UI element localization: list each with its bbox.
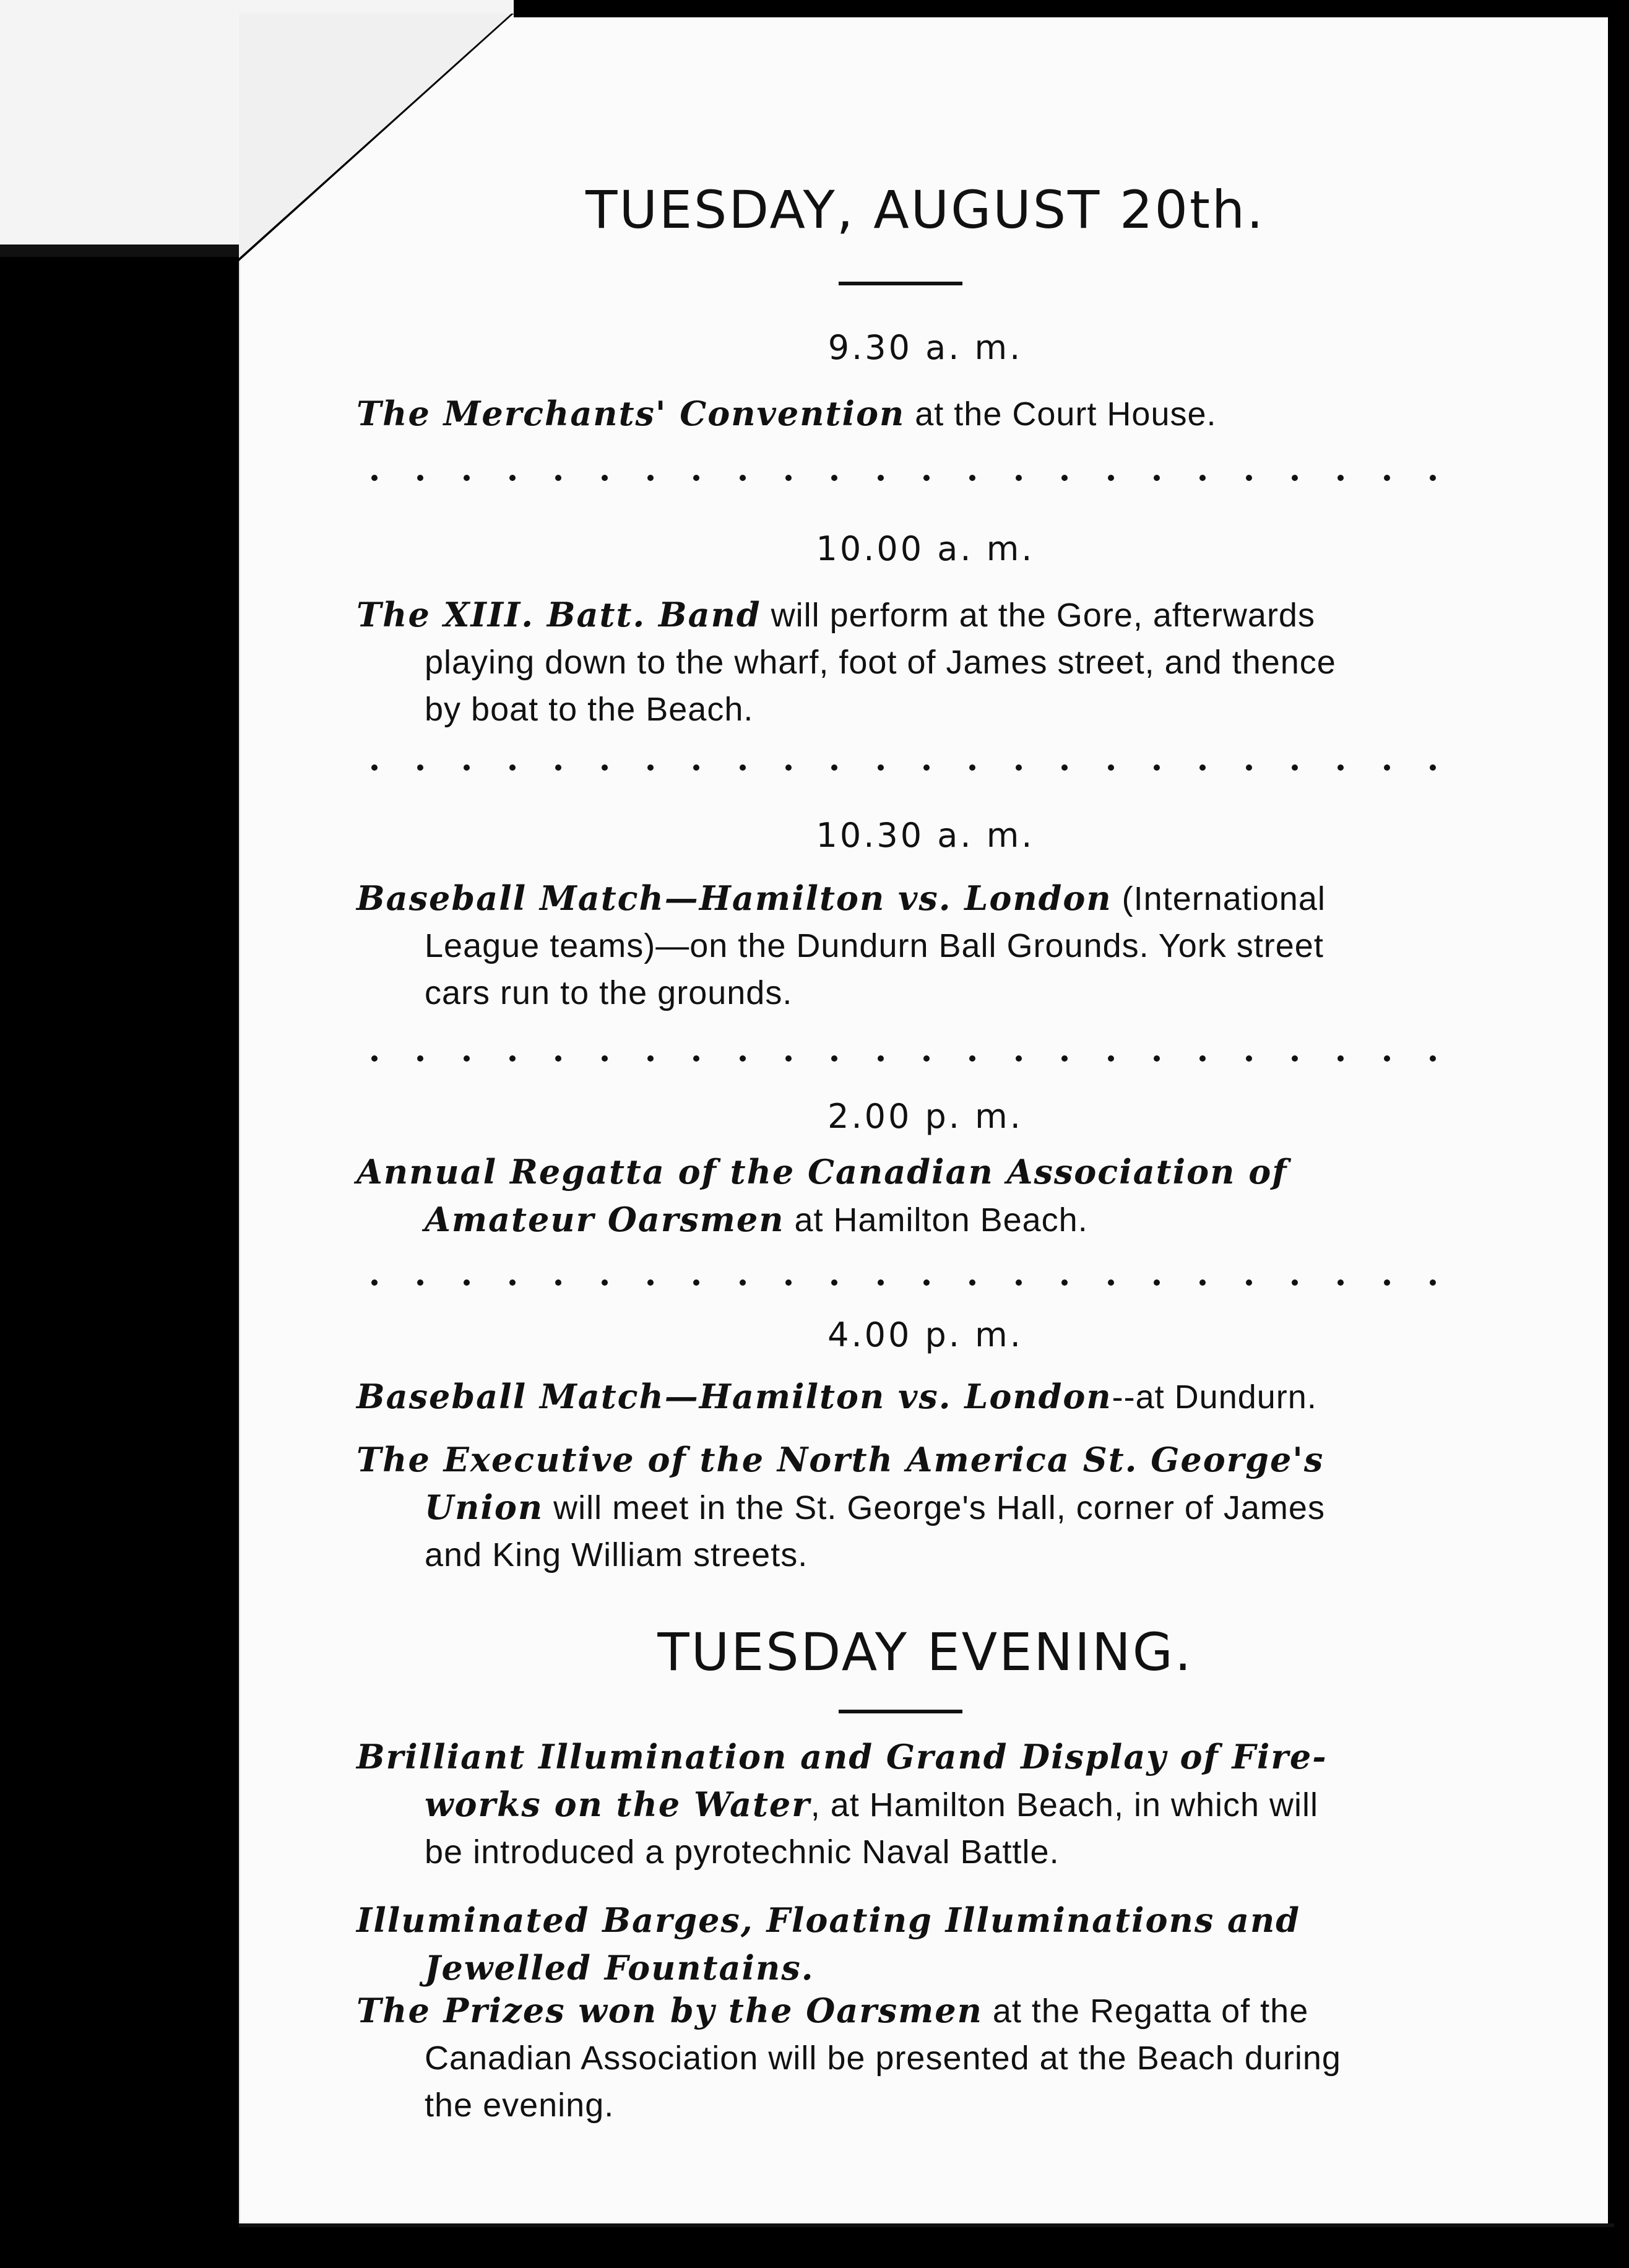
entry-line (356, 1829, 1464, 1876)
separator-dot (602, 764, 608, 771)
body-text: at the Regatta of the (982, 1993, 1309, 2030)
separator-dot (555, 1279, 561, 1286)
body-text: will meet in the St. George's Hall, corner of James (543, 1489, 1325, 1526)
separator-dot (509, 1055, 516, 1062)
body-text: be introduced a pyrotechnic Naval Battle. (425, 1833, 1060, 1871)
entry-line (356, 2082, 1464, 2129)
page-edge-shadow (0, 245, 248, 257)
separator-dot (1246, 475, 1252, 481)
emphasized-text: Amateur Oarsmen (425, 1200, 785, 1239)
emphasized-text: The Prizes won by the Oarsmen (356, 1991, 983, 2030)
separator-dot (1061, 1055, 1068, 1062)
separator-dot (969, 1279, 975, 1286)
separator-dot (417, 1279, 423, 1286)
event-entry (356, 1436, 1464, 1578)
separator-dot (371, 475, 378, 481)
separator-dot (1061, 475, 1068, 481)
separator-dot (923, 764, 930, 771)
separator-dot (878, 1279, 884, 1286)
separator-dot (1016, 1279, 1022, 1286)
separator-dot (1199, 475, 1206, 481)
separator-dot (1292, 1055, 1298, 1062)
separator-dot (1337, 1279, 1344, 1286)
body-text: League teams)—on the Dundurn Ball Grounds. York street (425, 927, 1324, 964)
separator-dot (1108, 1055, 1114, 1062)
event-time: 10.30 a. m. (816, 816, 1035, 855)
event-entry (356, 591, 1464, 733)
entry-line (356, 2035, 1464, 2082)
separator-dot (1384, 1279, 1390, 1286)
body-text: the evening. (425, 2087, 615, 2124)
evening-event-entry (356, 1987, 1464, 2129)
entry-line (356, 1436, 1464, 1484)
separator-dot (831, 475, 837, 481)
separator-dot (878, 475, 884, 481)
emphasized-text: Baseball Match—Hamilton vs. London (356, 878, 1112, 918)
separator-dot (602, 475, 608, 481)
separator-dot (693, 1279, 699, 1286)
separator-dot (693, 475, 699, 481)
separator-dot (1292, 1279, 1298, 1286)
separator-dot (1430, 475, 1436, 481)
separator-dot (1154, 1055, 1160, 1062)
separator-dot (464, 764, 470, 771)
separator-dot (785, 475, 792, 481)
separator-dot (509, 475, 516, 481)
separator-dot (555, 475, 561, 481)
emphasized-text: The XIII. Batt. Band (356, 595, 761, 634)
page-top-edge (514, 14, 1612, 17)
separator-dot (740, 1055, 746, 1062)
separator-dot (417, 764, 423, 771)
separator-dot (371, 1055, 378, 1062)
separator-dot (509, 764, 516, 771)
separator-dot (693, 764, 699, 771)
separator-dot (969, 1055, 975, 1062)
separator-dot (1154, 475, 1160, 481)
evening-event-entry (356, 1897, 1464, 1992)
body-text: at the Court House. (905, 396, 1217, 433)
entry-line (356, 1781, 1464, 1829)
dotted-separator (371, 472, 1436, 484)
event-entry (356, 390, 1464, 438)
body-text: will perform at the Gore, afterwards (761, 597, 1315, 634)
separator-dot (1199, 1279, 1206, 1286)
separator-dot (1384, 1055, 1390, 1062)
event-entry (356, 1373, 1464, 1421)
separator-dot (602, 1279, 608, 1286)
entry-line (356, 875, 1464, 922)
entry-line (356, 1987, 1464, 2035)
separator-dot (371, 764, 378, 771)
body-text: playing down to the wharf, foot of James street, and thence (425, 644, 1336, 681)
separator-dot (509, 1279, 516, 1286)
separator-dot (464, 1279, 470, 1286)
separator-dot (740, 1279, 746, 1286)
emphasized-text: Illuminated Barges, Floating Illuminations and (356, 1900, 1301, 1940)
separator-dot (1430, 1055, 1436, 1062)
entry-line (356, 390, 1464, 438)
separator-dot (878, 764, 884, 771)
body-text: and King William streets. (425, 1536, 808, 1573)
entry-line (356, 1733, 1464, 1781)
separator-dot (969, 764, 975, 771)
emphasized-text: Union (425, 1487, 544, 1527)
separator-dot (602, 1055, 608, 1062)
emphasized-text: Baseball Match—Hamilton vs. London (356, 1377, 1112, 1416)
separator-dot (740, 764, 746, 771)
separator-dot (464, 1055, 470, 1062)
emphasized-text: The Executive of the North America St. George's (356, 1440, 1324, 1479)
separator-dot (555, 1055, 561, 1062)
separator-dot (1108, 475, 1114, 481)
separator-dot (1016, 1055, 1022, 1062)
separator-dot (923, 475, 930, 481)
entry-line (356, 1484, 1464, 1531)
separator-dot (1292, 764, 1298, 771)
separator-dot (1061, 764, 1068, 771)
separator-dot (555, 764, 561, 771)
separator-dot (785, 1279, 792, 1286)
body-text: Canadian Association will be presented at the Beach during (425, 2040, 1341, 2077)
dotted-separator (371, 761, 1436, 774)
separator-dot (1337, 1055, 1344, 1062)
event-time: 2.00 p. m. (827, 1097, 1023, 1136)
entry-line (356, 639, 1464, 686)
entry-line (356, 1196, 1464, 1244)
entry-line (356, 969, 1464, 1016)
entry-line (356, 1944, 1464, 1992)
separator-dot (1199, 764, 1206, 771)
body-text: cars run to the grounds. (425, 974, 793, 1011)
separator-dot (417, 475, 423, 481)
separator-dot (647, 1279, 654, 1286)
separator-dot (923, 1279, 930, 1286)
separator-dot (1337, 764, 1344, 771)
emphasized-text: Jewelled Fountains. (425, 1948, 815, 1988)
body-text: --at Dundurn. (1112, 1379, 1317, 1416)
body-text: (International (1112, 880, 1326, 917)
page-title: TUESDAY, AUGUST 20th. (585, 180, 1265, 240)
separator-dot (1430, 1279, 1436, 1286)
event-entry (356, 875, 1464, 1016)
evening-title-rule (839, 1710, 962, 1713)
body-text: , at Hamilton Beach, in which will (810, 1786, 1319, 1824)
body-text: at Hamilton Beach. (784, 1201, 1088, 1239)
entry-line (356, 591, 1464, 639)
event-time: 4.00 p. m. (827, 1315, 1023, 1354)
separator-dot (647, 1055, 654, 1062)
separator-dot (1384, 764, 1390, 771)
separator-dot (1246, 764, 1252, 771)
separator-dot (1246, 1279, 1252, 1286)
separator-dot (1384, 475, 1390, 481)
separator-dot (969, 475, 975, 481)
separator-dot (831, 764, 837, 771)
dotted-separator (371, 1276, 1436, 1289)
separator-dot (693, 1055, 699, 1062)
separator-dot (1154, 764, 1160, 771)
page-bottom-edge (239, 2223, 1614, 2227)
separator-dot (647, 764, 654, 771)
entry-line (356, 922, 1464, 969)
separator-dot (1430, 764, 1436, 771)
separator-dot (878, 1055, 884, 1062)
event-entry (356, 1148, 1464, 1244)
separator-dot (1292, 475, 1298, 481)
body-text: by boat to the Beach. (425, 691, 754, 728)
event-time: 9.30 a. m. (827, 328, 1023, 367)
entry-line (356, 1148, 1464, 1196)
separator-dot (785, 1055, 792, 1062)
separator-dot (1154, 1279, 1160, 1286)
separator-dot (1016, 475, 1022, 481)
separator-dot (923, 1055, 930, 1062)
emphasized-text: works on the Water (425, 1785, 811, 1824)
evening-title: TUESDAY EVENING. (657, 1622, 1193, 1682)
emphasized-text: Annual Regatta of the Canadian Association of (356, 1152, 1288, 1192)
separator-dot (831, 1279, 837, 1286)
separator-dot (371, 1279, 378, 1286)
dotted-separator (371, 1052, 1436, 1065)
separator-dot (464, 475, 470, 481)
separator-dot (1108, 764, 1114, 771)
separator-dot (831, 1055, 837, 1062)
separator-dot (647, 475, 654, 481)
separator-dot (1016, 764, 1022, 771)
emphasized-text: Brilliant Illumination and Grand Display of Fire- (356, 1737, 1328, 1777)
evening-event-entry (356, 1733, 1464, 1876)
separator-dot (740, 475, 746, 481)
entry-line (356, 1897, 1464, 1944)
entry-line (356, 1531, 1464, 1578)
separator-dot (1246, 1055, 1252, 1062)
separator-dot (1108, 1279, 1114, 1286)
emphasized-text: The Merchants' Convention (356, 394, 905, 433)
separator-dot (1337, 475, 1344, 481)
title-rule (839, 282, 962, 285)
separator-dot (1061, 1279, 1068, 1286)
entry-line (356, 686, 1464, 733)
separator-dot (1199, 1055, 1206, 1062)
entry-line (356, 1373, 1464, 1421)
separator-dot (785, 764, 792, 771)
separator-dot (417, 1055, 423, 1062)
event-time: 10.00 a. m. (816, 529, 1035, 568)
